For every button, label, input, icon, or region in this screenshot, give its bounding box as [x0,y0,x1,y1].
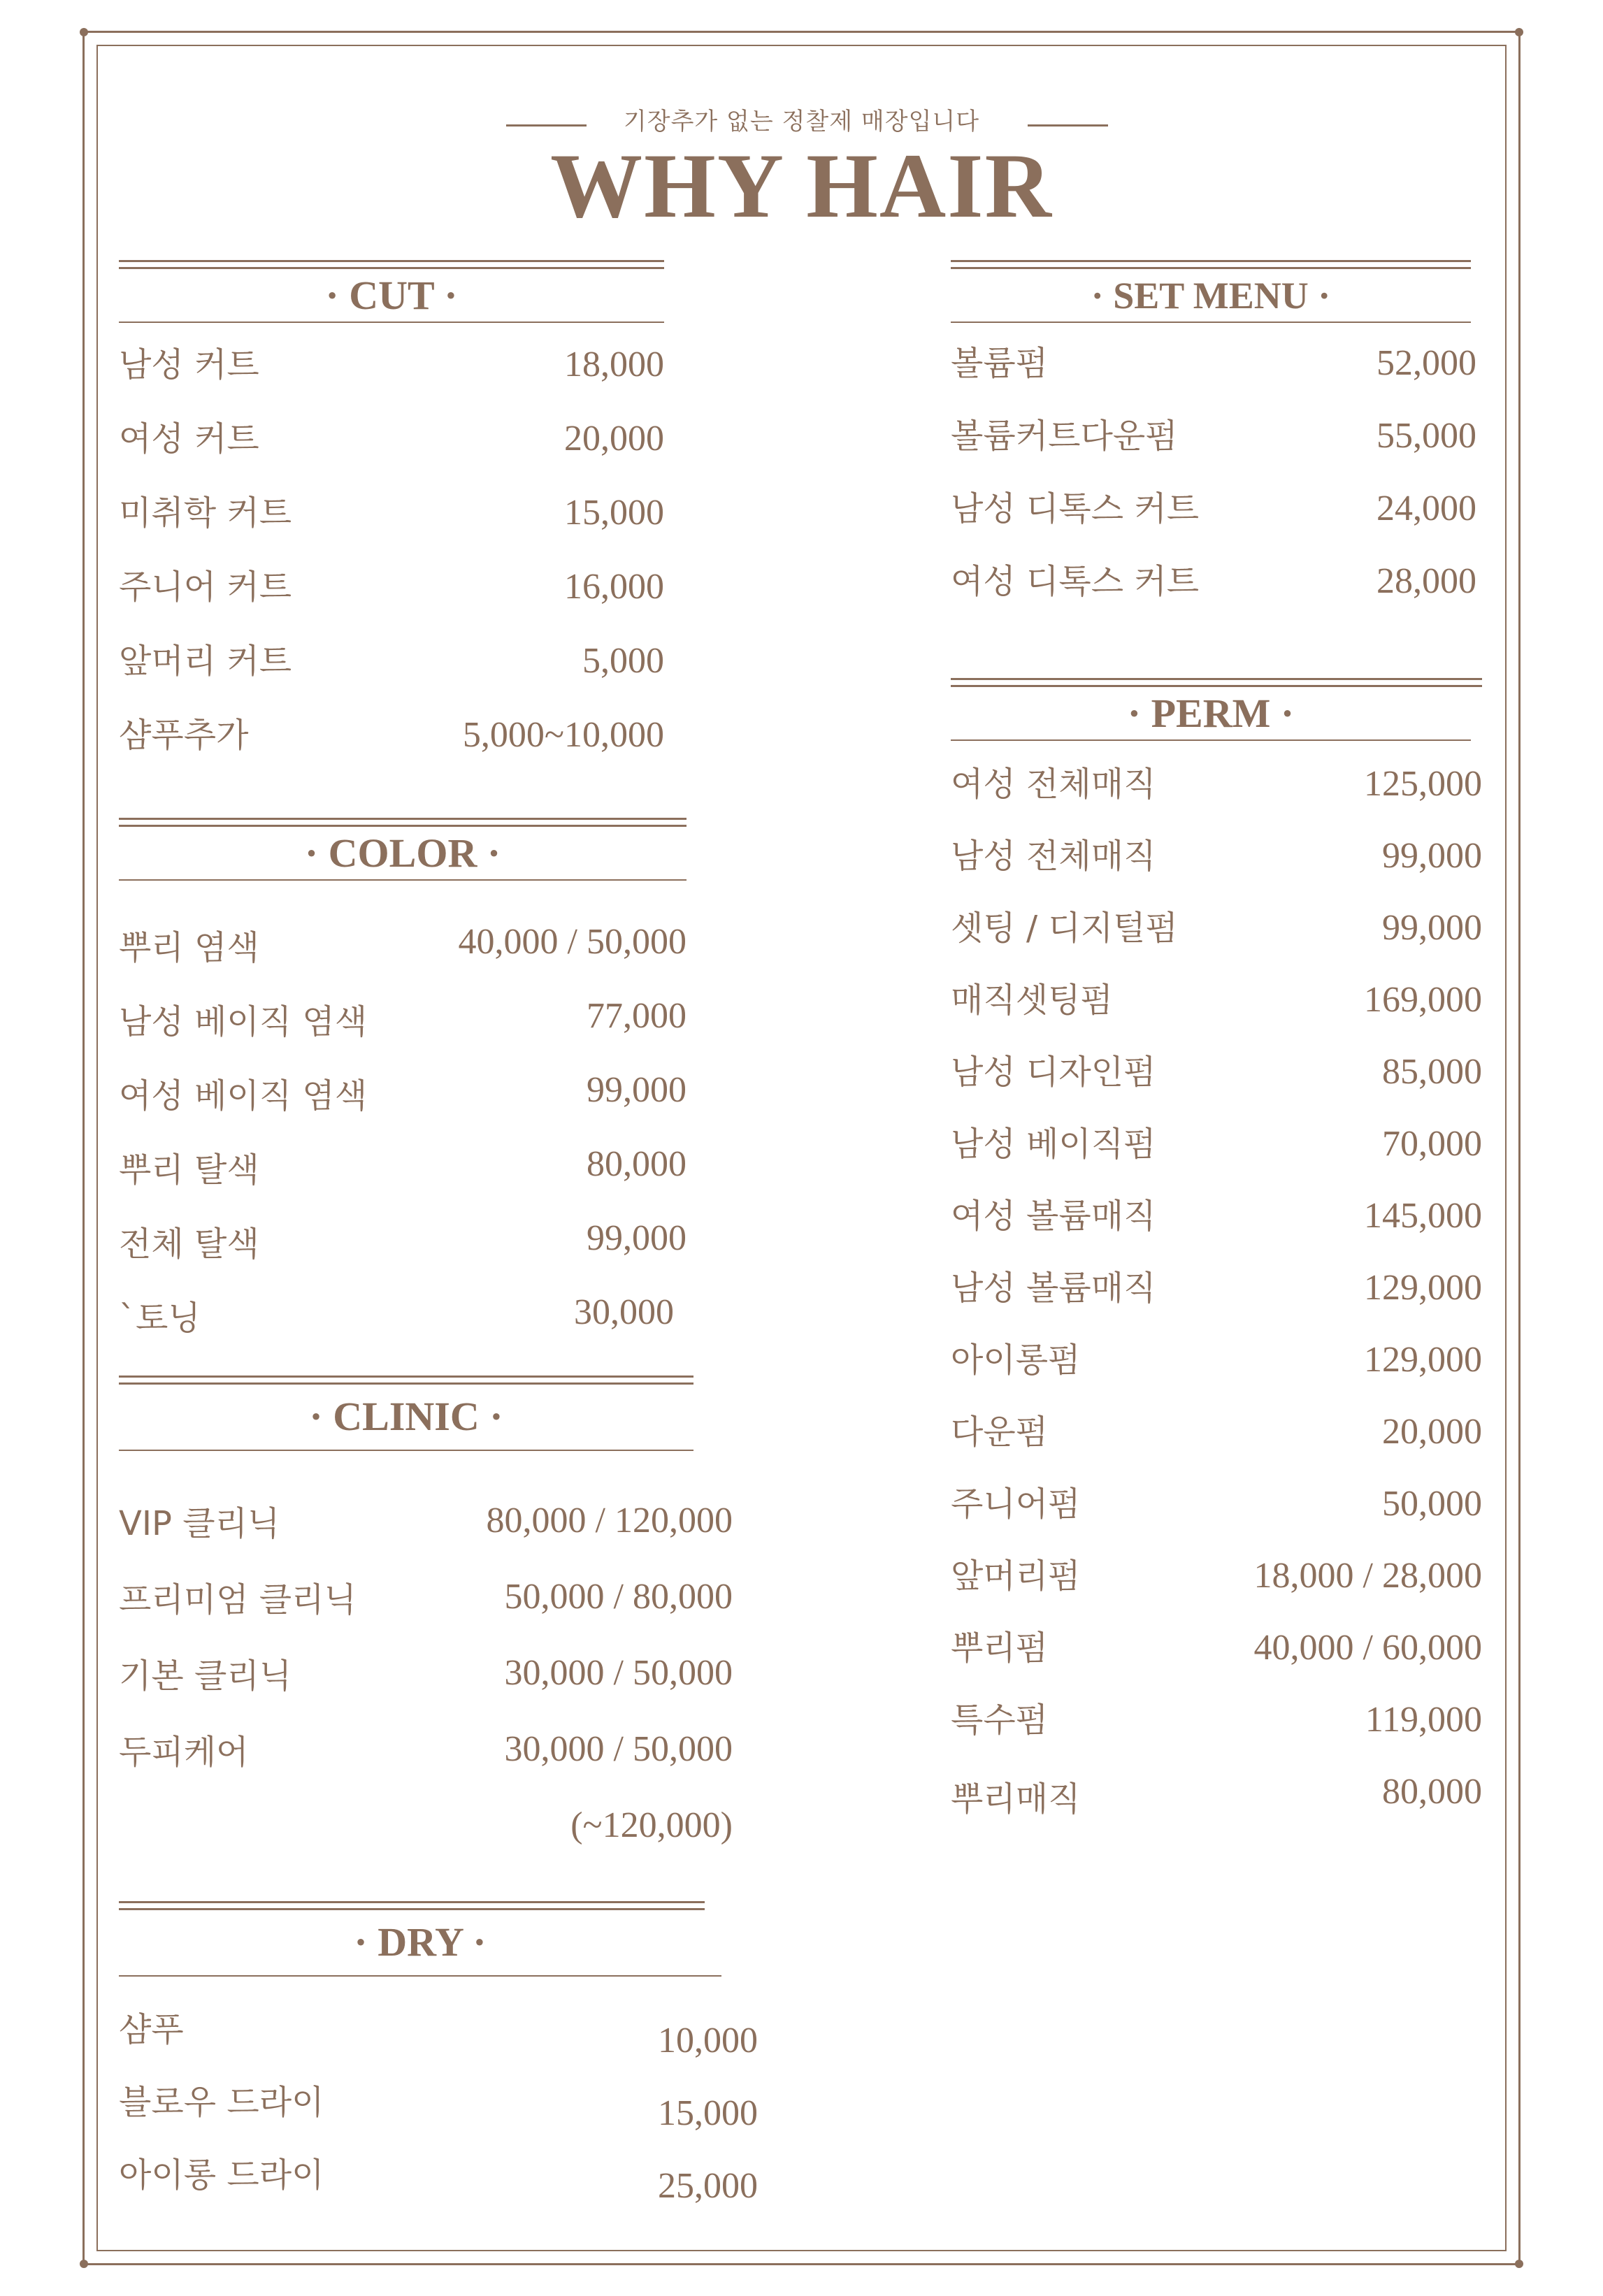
menu-row [951,342,1476,391]
item-price: 20,000 [564,419,664,459]
menu-row [119,1143,687,1192]
menu-row [119,344,664,393]
item-name: 셋팅 / 디지털펌 [951,909,1178,948]
item-name: 미취학 커트 [119,493,292,533]
menu-row [951,488,1476,537]
item-name: 뿌리펌 [951,1629,1049,1668]
corner-dot [1515,28,1523,36]
item-name: 남성 디자인펌 [951,1053,1156,1092]
menu-row [951,561,1476,609]
item-price: 125,000 [1364,764,1482,804]
menu-row [951,1627,1482,1676]
menu-row [951,1411,1482,1460]
menu-row [951,1123,1482,1172]
item-name: 샴푸 [119,2010,184,2049]
item-name: 프리미엄 클리닉 [119,1580,357,1619]
tagline: 기장추가 없는 정찰제 매장입니다 [623,108,980,136]
menu-row [119,1805,733,1854]
item-price: 16,000 [564,567,664,607]
item-price: 119,000 [1365,1700,1482,1740]
item-name: 볼륨커트다운펌 [951,417,1178,456]
menu-row [951,907,1482,956]
section-header [119,260,664,323]
item-name: 주니어펌 [951,1485,1081,1524]
item-name: 여성 전체매직 [951,765,1156,804]
section-color [119,818,687,1349]
item-name: 남성 커트 [119,345,259,384]
menu-row [119,1069,687,1118]
section-header [951,678,1482,741]
corner-dot [80,2260,88,2268]
item-price: 99,000 [587,1070,687,1110]
item-price: 18,000 [564,345,664,384]
menu-row [119,566,664,615]
section-dry [119,1901,758,2209]
section-set-menu [951,260,1476,623]
menu-row [119,1652,733,1701]
item-name: 블로우 드라이 [119,2083,324,2122]
item-price: 30,000 / 50,000 [504,1729,733,1769]
menu-row [119,640,664,689]
section-header [951,260,1471,323]
item-price: 50,000 / 80,000 [504,1577,733,1617]
shop-title: WHY HAIR [550,134,1053,237]
menu-row [119,995,687,1044]
menu-row [951,1051,1482,1100]
section-clinic [119,1376,733,1865]
section-title: · PERM · [1127,691,1295,736]
item-price: 99,000 [1382,836,1482,876]
item-name: 앞머리 커트 [119,642,292,681]
menu-row [951,835,1482,884]
item-price: 40,000 / 50,000 [458,922,687,962]
item-name: 두피케어 [119,1733,249,1772]
item-price: 55,000 [1376,416,1476,456]
item-price: 40,000 / 60,000 [1253,1628,1482,1668]
menu-row [951,415,1476,464]
menu-row [119,714,664,763]
item-price: 129,000 [1364,1268,1482,1308]
item-price: 30,000 [574,1292,674,1332]
item-price: 15,000 [658,2093,758,2133]
item-price: (~120,000) [570,1805,733,1845]
item-price: 18,000 / 28,000 [1253,1556,1482,1596]
menu-row [119,1292,687,1341]
item-price: 5,000 [582,641,664,681]
item-price: 145,000 [1364,1196,1482,1236]
menu-row [119,921,687,970]
menu-row [119,492,664,541]
menu-row [951,1699,1482,1748]
item-price: 80,000 / 120,000 [486,1501,733,1540]
menu-row [119,1728,733,1777]
item-name: 특수펌 [951,1701,1049,1740]
item-name: 샴푸추가 [119,716,249,755]
item-price: 80,000 [1382,1772,1482,1812]
item-name: 남성 전체매직 [951,837,1156,876]
item-name: 기본 클리닉 [119,1656,292,1696]
item-price: 85,000 [1382,1052,1482,1092]
section-header [119,1901,721,1978]
item-name: 뿌리매직 [951,1779,1081,1819]
item-price: 52,000 [1376,343,1476,383]
item-name: 아이롱 드라이 [119,2156,324,2195]
item-price: 20,000 [1382,1412,1482,1452]
menu-row [951,763,1482,812]
item-name: 앞머리펌 [951,1557,1081,1596]
item-price: 10,000 [658,2021,758,2060]
menu-row [119,1576,733,1625]
item-name: VIP 클리닉 [119,1504,280,1543]
item-name: `토닝 [119,1299,201,1338]
item-price: 70,000 [1382,1124,1482,1164]
menu-row [119,418,664,467]
corner-dot [1515,2260,1523,2268]
section-title: · DRY · [354,1919,487,1965]
item-name: 여성 베이직 염색 [119,1076,368,1115]
item-name: 다운펌 [951,1413,1049,1452]
item-name: 뿌리 탈색 [119,1150,259,1190]
menu-row [951,1339,1482,1388]
menu-row [119,1218,687,1266]
tagline-rule-right [1028,124,1108,127]
menu-row [119,2154,758,2206]
item-price: 30,000 / 50,000 [504,1653,733,1693]
menu-row [119,2081,758,2133]
section-header [119,1376,693,1452]
section-cut [119,260,664,763]
menu-row [951,1555,1482,1604]
item-name: 남성 디톡스 커트 [951,489,1200,528]
item-price: 50,000 [1382,1484,1482,1524]
item-name: 뿌리 염색 [119,928,259,967]
section-header [119,818,687,881]
section-title: · CUT · [325,273,458,318]
menu-row [951,1195,1482,1244]
menu-row [119,2009,758,2058]
item-name: 남성 볼륨매직 [951,1269,1156,1308]
item-price: 28,000 [1376,561,1476,601]
item-name: 주니어 커트 [119,568,292,607]
menu-row [951,1267,1482,1316]
item-name: 매직셋팅펌 [951,981,1113,1020]
item-price: 25,000 [658,2166,758,2206]
item-price: 24,000 [1376,489,1476,528]
item-name: 전체 탈색 [119,1225,259,1264]
menu-row [119,1500,733,1549]
section-title: · SET MENU · [1091,275,1331,317]
item-price: 99,000 [587,1218,687,1258]
item-name: 남성 베이직펌 [951,1125,1156,1164]
item-name: 여성 커트 [119,419,259,459]
item-price: 80,000 [587,1144,687,1184]
section-perm [951,678,1482,1838]
item-name: 여성 볼륨매직 [951,1197,1156,1236]
section-title: · CLINIC · [309,1394,503,1439]
corner-dot [80,28,88,36]
menu-row [951,1771,1482,1820]
item-price: 129,000 [1364,1340,1482,1380]
item-name: 볼륨펌 [951,344,1049,383]
item-price: 15,000 [564,493,664,533]
menu-row [951,979,1482,1028]
item-price: 169,000 [1364,980,1482,1020]
item-price: 5,000~10,000 [462,715,664,755]
item-price: 77,000 [587,996,687,1036]
section-title: · COLOR · [304,830,501,876]
item-name: 남성 베이직 염색 [119,1002,368,1041]
item-name: 여성 디톡스 커트 [951,562,1200,601]
item-price: 99,000 [1382,908,1482,948]
menu-row [951,1483,1482,1532]
item-name: 아이롱펌 [951,1341,1081,1380]
